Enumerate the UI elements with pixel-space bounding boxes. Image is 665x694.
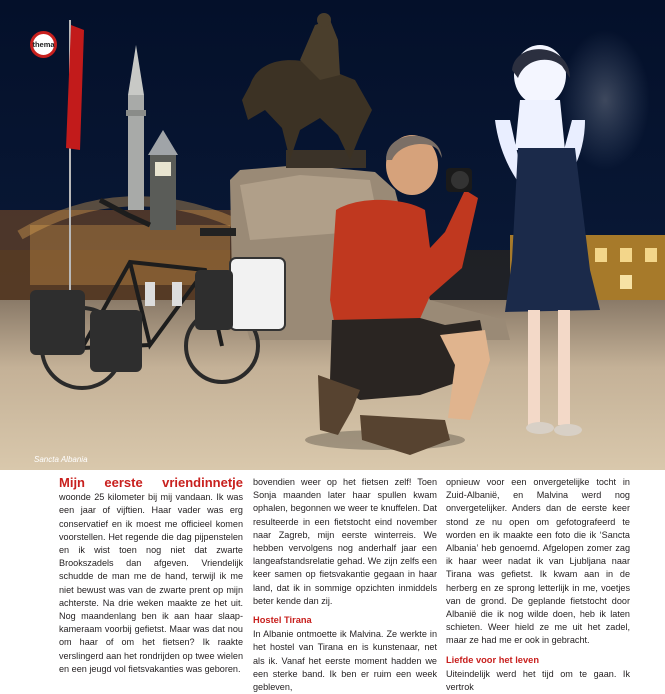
column-2-paragraph-2: In Albanie ontmoette ik Malvina. Ze werkte in het hostel van Tirana en is kunstenaar, net als ik. Vanaf het eerste moment hadden we een sterke band. Ik ben er ruim een week gebleven, xyxy=(253,629,437,693)
thema-badge: thema xyxy=(30,31,57,58)
column-2-paragraph-1: bovendien weer op het fietsen zelf! Toen Sonja maanden later haar spullen kwam ophalen, begonnen we weer te knuffelen. Dat resulteerde in een fietstocht eind november naar Zagreb, mijn eerste winterreis. We hebben vervolgens nog anderhalf jaar een langeafstandsrelatie gehad. We zijn zelfs een keer samen op fietsvakantie gegaan in haar land, dat ik in sommige opzichten inmiddels beter kende dan zij. xyxy=(253,477,437,606)
photo-caption: Sancta Albania xyxy=(34,455,88,464)
article-column-2 xyxy=(253,476,437,694)
subheading-hostel-tirana: Hostel Tirana xyxy=(253,615,312,626)
article-column-3 xyxy=(446,476,630,694)
article-text xyxy=(0,470,665,693)
article-column-1 xyxy=(59,476,243,676)
subheading-liefde: Liefde voor het leven xyxy=(446,654,539,665)
lead-heading: Mijn eerste vriendinnetje xyxy=(59,475,243,490)
lead-paragraph-text: woonde 25 kilometer bij mij vandaan. Ik was een jaar of vijftien. Haar vader was erg conservatief en ik moest me officieel komen voorstellen. Het regende die dag pijpenstelen en ik wist toen nog niet dat zwarte Brookszadels dan afgeven. Vriendelijk schudde de man me de hand, terwijl ik me niet bewust was van de zwarte prent op mijn achterste. Na drie weken maakte ze het uit. Nog maandenlang ben ik aan haar slaapkameraam voorbij gefietst. Maar was dat nou om haar of om het fietsen? Ik raakte verslingerd aan het rondrijden op twee wielen en een jeugd vol fietsvakanties was geboren. xyxy=(59,492,243,674)
column-3-paragraph-1: opnieuw voor een onvergetelijke tocht in Zuid-Albanië, en Malvina werd nog onvergetelijker. Anders dan de eerste keer stond ze nu open om gefotografeerd te worden en ik maakte een foto die ik ‘Sancta Albania’ heb genoemd. Afgelopen zomer zag ik haar weer nadat ik van Ljubljana naar Tirana was gefietst. Ik kwam aan in de herberg en ze sprong letterlijk in me, voetjes van de grond. De geplande fietstocht door Albanië die ik nog wilde doen, heb ik laten schieten. Weer hield ze me uit het zadel, maar ze had me er ook in gebracht. xyxy=(446,477,630,646)
column-3-paragraph-2: Uiteindelijk werd het tijd om te gaan. Ik vertrok xyxy=(446,668,630,693)
column-1-paragraph xyxy=(59,476,243,676)
